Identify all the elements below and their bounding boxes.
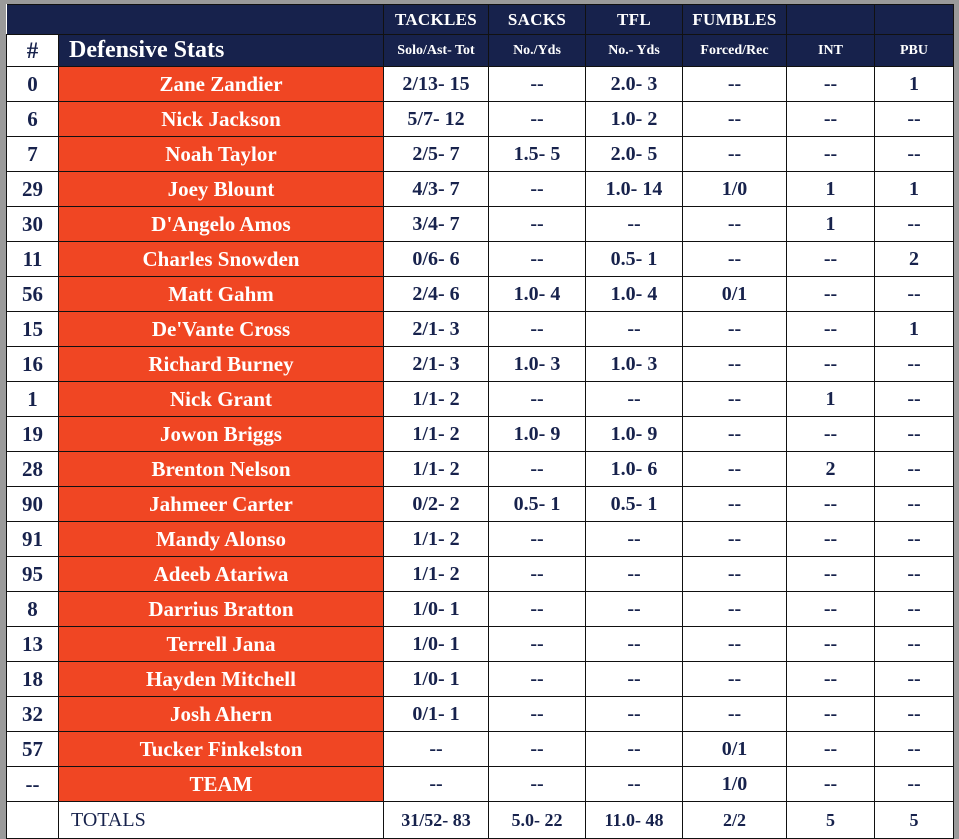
table-row <box>7 592 954 627</box>
player-number: 95 <box>7 557 59 592</box>
group-header-number <box>7 5 59 35</box>
cell-tfl: 1.0- 14 <box>586 172 683 207</box>
cell-sacks: 0.5- 1 <box>489 487 586 522</box>
cell-fumbles: 1/0 <box>683 172 787 207</box>
cell-tfl: 1.0- 3 <box>586 347 683 382</box>
cell-tackles: 1/0- 1 <box>384 592 489 627</box>
column-header-number: # <box>7 35 59 67</box>
player-number: 29 <box>7 172 59 207</box>
cell-fumbles: 1/0 <box>683 767 787 802</box>
table-row <box>7 102 954 137</box>
group-header-pbu <box>875 5 954 35</box>
cell-sacks: -- <box>489 172 586 207</box>
cell-tackles: 2/1- 3 <box>384 312 489 347</box>
cell-tackles: 1/1- 2 <box>384 557 489 592</box>
cell-pbu: -- <box>875 417 954 452</box>
player-number: 91 <box>7 522 59 557</box>
table-row <box>7 487 954 522</box>
cell-tackles: 3/4- 7 <box>384 207 489 242</box>
cell-fumbles: -- <box>683 417 787 452</box>
cell-fumbles: -- <box>683 697 787 732</box>
cell-tackles: 5/7- 12 <box>384 102 489 137</box>
cell-fumbles: -- <box>683 207 787 242</box>
cell-tackles: 2/5- 7 <box>384 137 489 172</box>
player-number: 0 <box>7 67 59 102</box>
player-number: 90 <box>7 487 59 522</box>
cell-fumbles: -- <box>683 347 787 382</box>
table-row <box>7 662 954 697</box>
cell-fumbles: -- <box>683 137 787 172</box>
cell-tfl: 0.5- 1 <box>586 242 683 277</box>
cell-pbu: -- <box>875 557 954 592</box>
cell-fumbles: -- <box>683 102 787 137</box>
player-name: Mandy Alonso <box>59 522 384 557</box>
cell-int: -- <box>787 662 875 697</box>
page-title: Defensive Stats <box>59 35 384 67</box>
cell-pbu: 2 <box>875 242 954 277</box>
cell-sacks: 1.0- 3 <box>489 347 586 382</box>
group-header-tackles: TACKLES <box>384 5 489 35</box>
column-header-tackles: Solo/Ast- Tot <box>384 35 489 67</box>
player-number: 7 <box>7 137 59 172</box>
totals-tfl: 11.0- 48 <box>586 802 683 839</box>
cell-int: -- <box>787 347 875 382</box>
cell-pbu: -- <box>875 627 954 662</box>
player-name: Nick Jackson <box>59 102 384 137</box>
player-name: Zane Zandier <box>59 67 384 102</box>
cell-tackles: 1/1- 2 <box>384 417 489 452</box>
cell-int: -- <box>787 592 875 627</box>
player-number: 56 <box>7 277 59 312</box>
player-name: TEAM <box>59 767 384 802</box>
cell-pbu: -- <box>875 697 954 732</box>
totals-fumbles: 2/2 <box>683 802 787 839</box>
cell-pbu: -- <box>875 347 954 382</box>
column-header-pbu: PBU <box>875 35 954 67</box>
cell-sacks: -- <box>489 522 586 557</box>
cell-fumbles: -- <box>683 312 787 347</box>
group-header-tfl: TFL <box>586 5 683 35</box>
cell-fumbles: 0/1 <box>683 732 787 767</box>
cell-fumbles: -- <box>683 592 787 627</box>
player-name: Charles Snowden <box>59 242 384 277</box>
group-header-int <box>787 5 875 35</box>
player-name: Richard Burney <box>59 347 384 382</box>
player-name: Jowon Briggs <box>59 417 384 452</box>
cell-fumbles: -- <box>683 557 787 592</box>
cell-sacks: -- <box>489 627 586 662</box>
cell-int: 1 <box>787 382 875 417</box>
player-name: Hayden Mitchell <box>59 662 384 697</box>
player-name: Josh Ahern <box>59 697 384 732</box>
cell-sacks: -- <box>489 312 586 347</box>
table-row <box>7 767 954 802</box>
player-number: -- <box>7 767 59 802</box>
cell-pbu: -- <box>875 452 954 487</box>
cell-tackles: 1/1- 2 <box>384 452 489 487</box>
cell-sacks: -- <box>489 207 586 242</box>
totals-row <box>7 802 954 839</box>
player-name: Darrius Bratton <box>59 592 384 627</box>
cell-tfl: -- <box>586 207 683 242</box>
table-header <box>7 5 954 67</box>
table-row <box>7 452 954 487</box>
cell-int: -- <box>787 102 875 137</box>
cell-tackles: 4/3- 7 <box>384 172 489 207</box>
cell-sacks: -- <box>489 382 586 417</box>
player-number: 28 <box>7 452 59 487</box>
totals-number-cell <box>7 802 59 839</box>
cell-sacks: -- <box>489 732 586 767</box>
player-name: Terrell Jana <box>59 627 384 662</box>
cell-pbu: -- <box>875 102 954 137</box>
player-name: Brenton Nelson <box>59 452 384 487</box>
group-header-fumbles: FUMBLES <box>683 5 787 35</box>
cell-pbu: -- <box>875 662 954 697</box>
cell-int: -- <box>787 277 875 312</box>
table-row <box>7 382 954 417</box>
player-name: De'Vante Cross <box>59 312 384 347</box>
cell-tfl: -- <box>586 662 683 697</box>
group-header-sacks: SACKS <box>489 5 586 35</box>
column-header-row <box>7 35 954 67</box>
totals-int: 5 <box>787 802 875 839</box>
player-name: Nick Grant <box>59 382 384 417</box>
player-number: 15 <box>7 312 59 347</box>
cell-fumbles: -- <box>683 452 787 487</box>
player-number: 32 <box>7 697 59 732</box>
cell-tfl: -- <box>586 522 683 557</box>
cell-tackles: 0/2- 2 <box>384 487 489 522</box>
cell-int: -- <box>787 312 875 347</box>
cell-fumbles: -- <box>683 522 787 557</box>
table-row <box>7 732 954 767</box>
table-body <box>7 67 954 802</box>
cell-sacks: -- <box>489 557 586 592</box>
cell-tackles: 0/1- 1 <box>384 697 489 732</box>
cell-pbu: -- <box>875 592 954 627</box>
cell-fumbles: -- <box>683 382 787 417</box>
cell-int: -- <box>787 417 875 452</box>
cell-tfl: -- <box>586 592 683 627</box>
player-number: 57 <box>7 732 59 767</box>
table-row <box>7 137 954 172</box>
column-header-tfl: No.- Yds <box>586 35 683 67</box>
cell-tfl: 1.0- 4 <box>586 277 683 312</box>
cell-int: -- <box>787 487 875 522</box>
cell-int: -- <box>787 522 875 557</box>
cell-tackles: 1/1- 2 <box>384 522 489 557</box>
player-name: Noah Taylor <box>59 137 384 172</box>
cell-sacks: -- <box>489 767 586 802</box>
cell-int: -- <box>787 767 875 802</box>
cell-tackles: -- <box>384 732 489 767</box>
table-row <box>7 312 954 347</box>
cell-tfl: 2.0- 3 <box>586 67 683 102</box>
table-row <box>7 557 954 592</box>
player-number: 16 <box>7 347 59 382</box>
player-name: Jahmeer Carter <box>59 487 384 522</box>
cell-pbu: 1 <box>875 312 954 347</box>
cell-int: 1 <box>787 172 875 207</box>
cell-pbu: 1 <box>875 67 954 102</box>
player-name: Joey Blount <box>59 172 384 207</box>
table-row <box>7 67 954 102</box>
cell-pbu: 1 <box>875 172 954 207</box>
cell-tfl: 1.0- 9 <box>586 417 683 452</box>
cell-pbu: -- <box>875 767 954 802</box>
cell-tackles: 2/4- 6 <box>384 277 489 312</box>
cell-sacks: -- <box>489 242 586 277</box>
cell-tfl: -- <box>586 732 683 767</box>
player-number: 1 <box>7 382 59 417</box>
cell-fumbles: 0/1 <box>683 277 787 312</box>
cell-int: -- <box>787 242 875 277</box>
cell-fumbles: -- <box>683 242 787 277</box>
cell-tackles: 1/0- 1 <box>384 662 489 697</box>
cell-pbu: -- <box>875 732 954 767</box>
cell-int: -- <box>787 557 875 592</box>
cell-pbu: -- <box>875 522 954 557</box>
cell-tackles: 0/6- 6 <box>384 242 489 277</box>
player-number: 30 <box>7 207 59 242</box>
cell-tfl: 2.0- 5 <box>586 137 683 172</box>
totals-label: TOTALS <box>59 802 384 839</box>
cell-tfl: -- <box>586 382 683 417</box>
table-row <box>7 627 954 662</box>
cell-int: -- <box>787 67 875 102</box>
cell-pbu: -- <box>875 487 954 522</box>
cell-sacks: -- <box>489 697 586 732</box>
cell-fumbles: -- <box>683 67 787 102</box>
cell-tfl: -- <box>586 697 683 732</box>
cell-tackles: 1/1- 2 <box>384 382 489 417</box>
cell-sacks: -- <box>489 102 586 137</box>
column-header-fumbles: Forced/Rec <box>683 35 787 67</box>
cell-tfl: -- <box>586 557 683 592</box>
player-number: 13 <box>7 627 59 662</box>
cell-int: -- <box>787 137 875 172</box>
column-header-int: INT <box>787 35 875 67</box>
cell-sacks: 1.0- 4 <box>489 277 586 312</box>
cell-sacks: 1.5- 5 <box>489 137 586 172</box>
defensive-stats-table <box>6 4 954 839</box>
table-footer <box>7 802 954 839</box>
table-row <box>7 172 954 207</box>
table-row <box>7 277 954 312</box>
cell-int: -- <box>787 697 875 732</box>
cell-pbu: -- <box>875 137 954 172</box>
cell-sacks: -- <box>489 452 586 487</box>
table-row <box>7 697 954 732</box>
cell-fumbles: -- <box>683 662 787 697</box>
group-header-name <box>59 5 384 35</box>
cell-tfl: -- <box>586 312 683 347</box>
cell-pbu: -- <box>875 207 954 242</box>
cell-tackles: 2/1- 3 <box>384 347 489 382</box>
cell-int: -- <box>787 732 875 767</box>
player-name: Matt Gahm <box>59 277 384 312</box>
cell-int: -- <box>787 627 875 662</box>
table-row <box>7 417 954 452</box>
totals-sacks: 5.0- 22 <box>489 802 586 839</box>
table-row <box>7 347 954 382</box>
player-number: 6 <box>7 102 59 137</box>
cell-int: 2 <box>787 452 875 487</box>
player-number: 11 <box>7 242 59 277</box>
player-number: 8 <box>7 592 59 627</box>
totals-pbu: 5 <box>875 802 954 839</box>
column-header-sacks: No./Yds <box>489 35 586 67</box>
group-header-row <box>7 5 954 35</box>
cell-sacks: -- <box>489 67 586 102</box>
totals-tackles: 31/52- 83 <box>384 802 489 839</box>
table-row <box>7 207 954 242</box>
cell-sacks: -- <box>489 592 586 627</box>
cell-int: 1 <box>787 207 875 242</box>
player-name: Adeeb Atariwa <box>59 557 384 592</box>
table-row <box>7 242 954 277</box>
cell-tfl: 0.5- 1 <box>586 487 683 522</box>
cell-sacks: 1.0- 9 <box>489 417 586 452</box>
cell-tfl: 1.0- 6 <box>586 452 683 487</box>
player-number: 18 <box>7 662 59 697</box>
table-row <box>7 522 954 557</box>
cell-pbu: -- <box>875 277 954 312</box>
cell-fumbles: -- <box>683 487 787 522</box>
cell-tfl: 1.0- 2 <box>586 102 683 137</box>
cell-tackles: 2/13- 15 <box>384 67 489 102</box>
cell-sacks: -- <box>489 662 586 697</box>
player-name: Tucker Finkelston <box>59 732 384 767</box>
player-name: D'Angelo Amos <box>59 207 384 242</box>
player-number: 19 <box>7 417 59 452</box>
cell-tfl: -- <box>586 767 683 802</box>
cell-tackles: 1/0- 1 <box>384 627 489 662</box>
cell-fumbles: -- <box>683 627 787 662</box>
cell-tfl: -- <box>586 627 683 662</box>
cell-tackles: -- <box>384 767 489 802</box>
cell-pbu: -- <box>875 382 954 417</box>
